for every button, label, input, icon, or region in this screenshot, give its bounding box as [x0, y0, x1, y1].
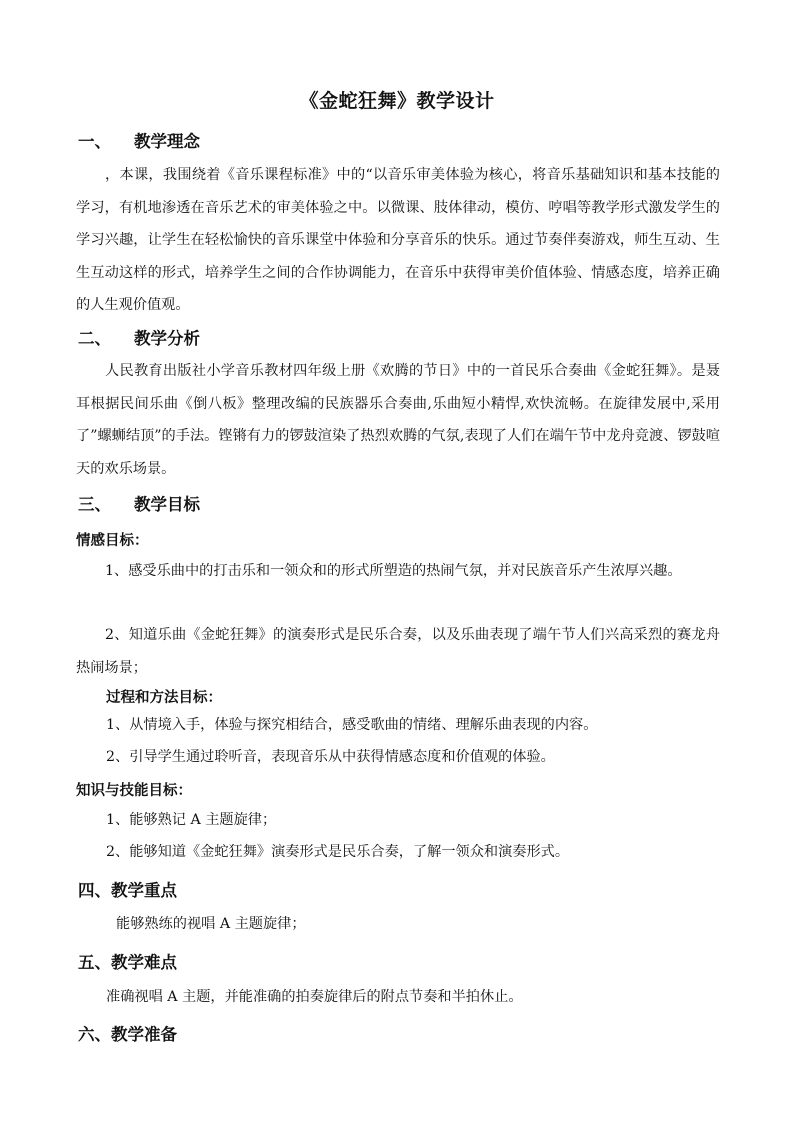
skill-objective-item: 2、能够知道《金蛇狂舞》演奏形式是民乐合奏，了解一领众和演奏形式。: [106, 844, 570, 860]
emotion-objective-item: 1、感受乐曲中的打击乐和一领众和的形式所塑造的热闹气氛，并对民族音乐产生浓厚兴趣。: [105, 563, 682, 579]
section-body-philosophy: ，本课，我围绕着《音乐课程标准》中的“以音乐审美体验为核心，将音乐基础知识和基本技能的学习，有机地渗透在音乐艺术的审美体验之中。以微课、肢体律动，模仿、哼唱等教学形式激发学生的学习兴趣，让学生在轻松愉快的音乐课堂中体验和分享音乐的快乐。通过节奏伴奏游戏，师生互动、生生互动这样的形式，培养学生之间的合作协调能力，在音乐中获得审美价值体验、情感态度，培养正确的人生观价值观。: [76, 167, 720, 314]
skill-objective-item: 1、能够熟记 A 主题旋律；: [106, 812, 277, 828]
section-heading-philosophy: [78, 128, 200, 152]
process-objective-item: 2、引导学生通过聆听音，表现音乐从中获得情感态度和价值观的体验。: [106, 749, 555, 765]
section-heading-difficulties: 五、教学难点: [78, 953, 177, 972]
section-body-analysis: 人民教育出版社小学音乐教材四年级上册《欢腾的节日》中的一首民乐合奏曲《金蛇狂舞》。是聂耳根据民间乐曲《倒八板》整理改编的民族器乐合奏曲,乐曲短小精悍,欢快流畅。在旋律发展中,采用了”螺蛳结顶”的手法。铿锵有力的锣鼓渲染了热烈欢腾的气氛,表现了人们在端午节中龙舟竞渡、锣鼓喧天的欢乐场景。: [76, 363, 720, 477]
section-heading-key-points: 四、教学重点: [78, 881, 177, 900]
section-number: 三、: [78, 495, 111, 514]
section-title: 教学目标: [134, 495, 200, 514]
emotion-objectives-heading: 情感目标：: [76, 533, 149, 549]
emotion-objective-item: 2、知道乐曲《金蛇狂舞》的演奏形式是民乐合奏，以及乐曲表现了端午节人们兴高采烈的赛龙舟热闹场景；: [76, 627, 720, 676]
section-body-key-points: 能够熟练的视唱 A 主题旋律；: [116, 916, 306, 932]
process-objective-item: 1、从情境入手，体验与探究相结合，感受歌曲的情绪、理解乐曲表现的内容。: [106, 717, 598, 733]
section-title: 教学分析: [134, 329, 200, 348]
section-heading-analysis: [78, 325, 200, 349]
section-number: 二、: [78, 329, 111, 348]
section-number: 一、: [78, 132, 111, 151]
document-title: 《金蛇狂舞》教学设计: [299, 90, 495, 112]
section-heading-preparation: 六、教学准备: [78, 1025, 177, 1044]
skill-objectives-heading: 知识与技能目标：: [76, 783, 192, 799]
section-body-difficulties: 准确视唱 A 主题，并能准确的拍奏旋律后的附点节奏和半拍休止。: [106, 989, 523, 1005]
process-objectives-heading: 过程和方法目标：: [106, 690, 222, 706]
section-heading-objectives: [78, 491, 200, 515]
section-title: 教学理念: [134, 132, 200, 151]
